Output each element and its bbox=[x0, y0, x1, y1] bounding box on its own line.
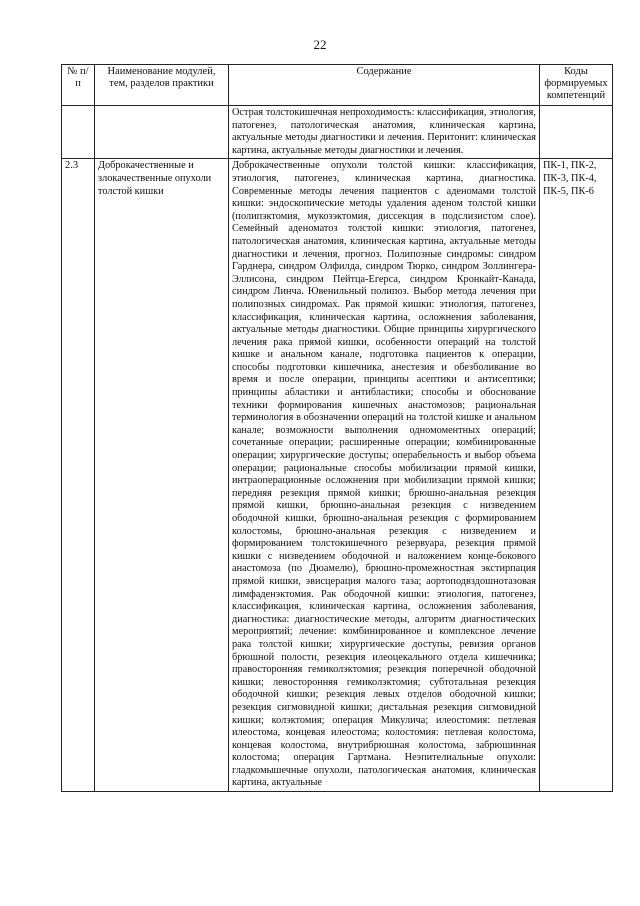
table-row bbox=[62, 106, 613, 159]
header-module-name: Наименование модулей, тем, разделов практики bbox=[95, 65, 229, 106]
page-number: 22 bbox=[313, 37, 327, 52]
row-number bbox=[62, 106, 95, 159]
header-content: Содержание bbox=[229, 65, 540, 106]
row-module-name bbox=[95, 106, 229, 159]
row-competency-codes bbox=[540, 106, 613, 159]
row-content: Доброкачественные опухоли толстой кишки: классификация, этиология, патогенез, клиническая картина, диагностика. Современные методы лечения пациентов с аденомами толстой кишки: эндоскопические методы удаления аденом толстой кишки (полипэктомия, мукозэктомия, диссекция в подслизистом слое). Семейный аденоматоз толстой кишки: этиология, патогенез, патологическая анатомия, клиническая картина, актуальные методы диагностики и лечения, прогноз. Полипозные синдромы: синдром Гарднера, синдром Олфилда, синдром Тюрко, синдром Золлингера-Эллисона, синдром Пейтца-Егерса, синдром Кронкайт-Канада, синдром Линча. Ювенильный полипоз. Выбор метода лечения при полипозных синдромах. Рак прямой кишки: этиология, патогенез, классификация, клиническая картина, осложнения заболевания, актуальные методы диагностики. Общие принципы хирургического лечения рака прямой кишки, особенности операций на толстой кишке и анальном канале, подготовка пациентов к операции, способы подготовки кишечника, анестезия и обезболивание во время и после операции, принципы асептики и антисептики; принципы абластики и антибластики; способы и обоснование техники формирования кишечных анастомозов; рациональная терминология в обозначении операций на толстой кишке и анальном канале; возможности выполнения одномоментных операций; сочетанные операции; расширенные операции; комбинированные операции; хирургические доступы; операбельность и выбор объема операции; рациональные способы мобилизации прямой кишки, интраоперационные осложнения при мобилизации прямой кишки; передняя резекция прямой кишки; брюшно-анальная резекция прямой кишки, брюшно-анальная резекция с низведением ободочной кишки, брюшно-анальная резекция с формированием колостомы, брюшно-анальная резекция с низведением и формированием толстокишечного резервуара, резекция прямой кишки с низведением ободочной и наложением конце-бокового анастомоза (по Дюамелю), брюшно-промежностная экстирпация прямой кишки, эвисцерация малого таза; аортоподвздошнотазовая лимфаденэктомия. Рак ободочной кишки: этиология, патогенез, классификация, клиническая картина, осложнения заболевания, диагностика: диагностические методы, алгоритм диагностических мероприятий; лечение: комбинированное и комплексное лечение рака толстой кишки; хирургические доступы, ревизия органов брюшной полости, резекция илеоцекального отдела кишечника; правосторонняя гемиколэктомия; резекция поперечной ободочной кишки; левосторонняя гемиколэктомия; субтотальная резекция ободочной кишки; резекция левых отделов ободочной кишки; резекция сигмовидной кишки; дистальная резекция сигмовидной кишки; колэктомия; операция Микулича; илеостомия: петлевая илеостома, концевая илеостома; колостомия: петлевая колостома, концевая колостома, внутрибрюшная колостома, забрюшинная колостома; операция Гартмана. Неэпителиальные опухоли: гладкомышечные опухоли, патологическая анатомия, клиническая картина, актуальные bbox=[229, 159, 540, 792]
row-content: Острая толстокишечная непроходимость: классификация, этиология, патогенез, патологическая анатомия, клиническая картина, актуальные методы диагностики и лечения. Перитонит: клиническая картина, актуальные методы диагностики и лечения. bbox=[229, 106, 540, 159]
table-row bbox=[62, 159, 613, 792]
header-number: № п/п bbox=[62, 65, 95, 106]
row-module-name: Доброкачественные и злокачественные опухоли толстой кишки bbox=[95, 159, 229, 792]
curriculum-table bbox=[61, 64, 613, 792]
row-competency-codes: ПК-1, ПК-2, ПК-3, ПК-4, ПК-5, ПК-6 bbox=[540, 159, 613, 792]
row-number: 2.3 bbox=[62, 159, 95, 792]
header-competency-codes: Коды формируемых компетенций bbox=[540, 65, 613, 106]
table-header-row bbox=[62, 65, 613, 106]
